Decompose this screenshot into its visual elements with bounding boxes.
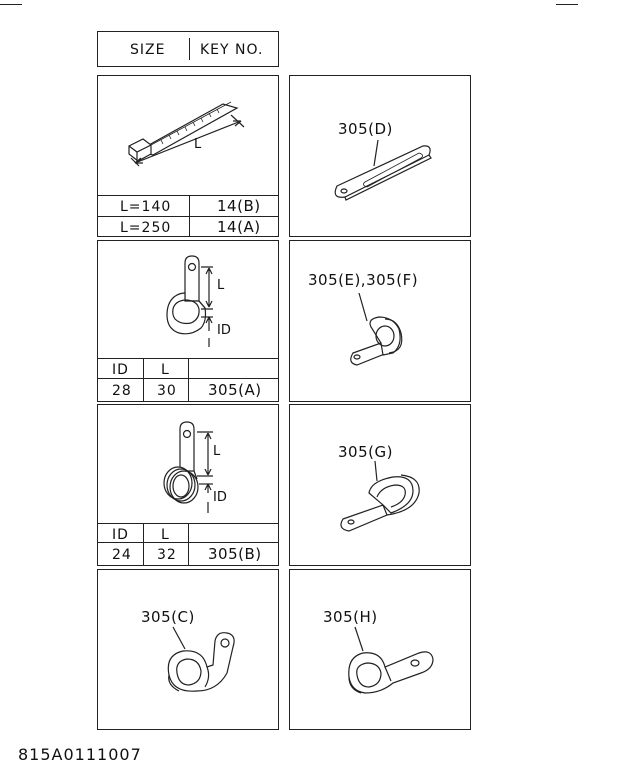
size-key-header bbox=[97, 31, 279, 67]
part-305h-label: 305(H) bbox=[323, 608, 378, 626]
column-header-l: L bbox=[161, 527, 170, 543]
key-cell: 305(A) bbox=[208, 381, 262, 399]
l-cell: 30 bbox=[157, 383, 177, 399]
clamp-305ef-drawing bbox=[290, 241, 472, 401]
cable-tie-dimension-label: L bbox=[194, 137, 202, 152]
clamp-305c-drawing bbox=[98, 570, 280, 730]
dimension-id-label: ID bbox=[213, 490, 227, 505]
clamp-305g-drawing bbox=[290, 405, 472, 565]
id-cell: 28 bbox=[112, 383, 132, 399]
panel-305b bbox=[97, 404, 279, 566]
panel-305d bbox=[289, 75, 471, 237]
table-col-rule bbox=[189, 195, 190, 236]
key-cell: 14(A) bbox=[217, 218, 261, 236]
size-header-label: SIZE bbox=[130, 42, 166, 58]
cable-tie-drawing bbox=[98, 76, 280, 196]
dimension-l-label: L bbox=[213, 444, 221, 459]
key-cell: 305(B) bbox=[208, 545, 262, 563]
table-col-rule bbox=[143, 523, 144, 565]
clamp-305a-drawing bbox=[98, 241, 280, 361]
key-cell: 14(B) bbox=[217, 197, 261, 215]
table-col-rule bbox=[188, 523, 189, 565]
part-305c-label: 305(C) bbox=[141, 608, 195, 626]
top-left-rule bbox=[0, 4, 22, 5]
table-row-rule bbox=[98, 216, 278, 217]
drawing-number: 815A0111007 bbox=[18, 745, 142, 764]
panel-305g bbox=[289, 404, 471, 566]
table-top-rule bbox=[98, 195, 278, 196]
id-cell: 24 bbox=[112, 547, 132, 563]
l-cell: 32 bbox=[157, 547, 177, 563]
size-cell: L=250 bbox=[120, 220, 172, 236]
column-header-l: L bbox=[161, 362, 170, 378]
clamp-305h-drawing bbox=[290, 570, 472, 730]
part-305ef-label: 305(E),305(F) bbox=[308, 271, 419, 289]
part-305g-label: 305(G) bbox=[338, 443, 393, 461]
panel-305ef bbox=[289, 240, 471, 402]
panel-305h bbox=[289, 569, 471, 730]
top-right-rule bbox=[556, 4, 578, 5]
clamp-305b-drawing bbox=[98, 405, 280, 525]
key-header-label: KEY NO. bbox=[200, 42, 264, 58]
panel-305a bbox=[97, 240, 279, 402]
panel-305c bbox=[97, 569, 279, 730]
column-header-id: ID bbox=[112, 362, 129, 378]
strap-305d-drawing bbox=[290, 76, 472, 236]
table-col-rule bbox=[188, 358, 189, 401]
panel-cable-tie bbox=[97, 75, 279, 237]
header-divider bbox=[189, 38, 190, 60]
dimension-l-label: L bbox=[217, 278, 225, 293]
table-col-rule bbox=[143, 358, 144, 401]
column-header-id: ID bbox=[112, 527, 129, 543]
size-cell: L=140 bbox=[120, 199, 172, 215]
dimension-id-label: ID bbox=[217, 323, 231, 338]
part-305d-label: 305(D) bbox=[338, 120, 393, 138]
